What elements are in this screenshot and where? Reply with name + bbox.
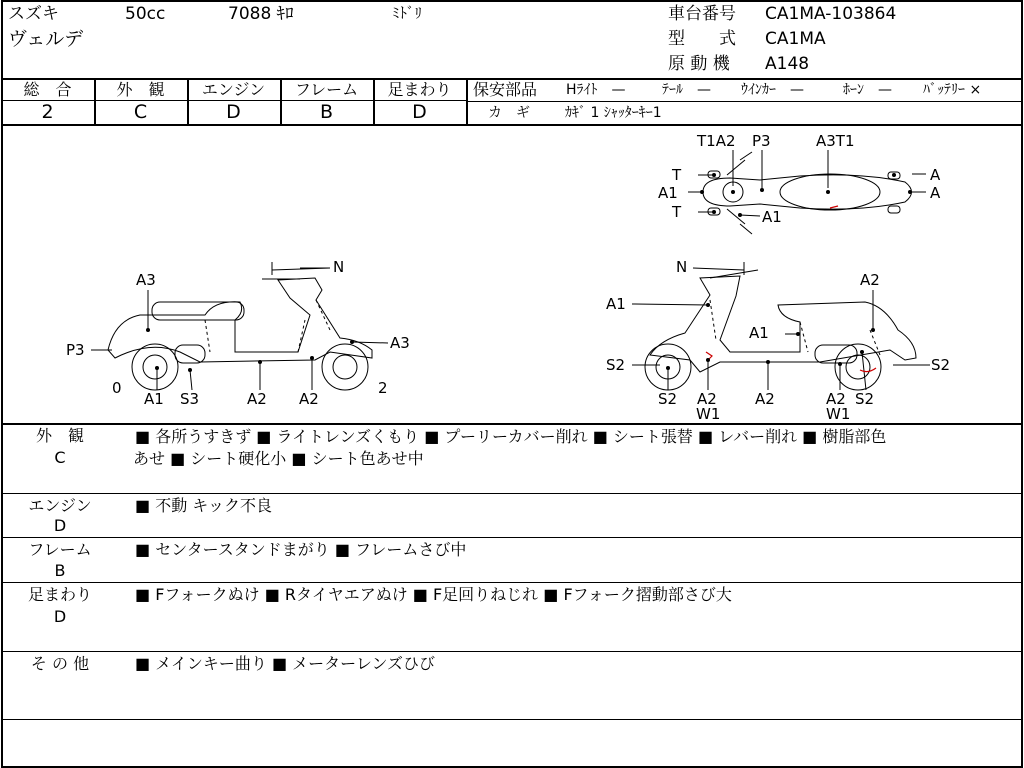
- divider: [1, 423, 1023, 425]
- label-t1a2: T1A2: [697, 132, 736, 150]
- safety-battery: ﾊﾞｯﾃﾘｰ ×: [923, 82, 982, 98]
- grade-suspension-label: 足まわり: [387, 80, 452, 99]
- grade-exterior-value: C: [133, 101, 148, 123]
- section-exterior-line1: ■ 各所うすきず ■ ライトレンズくもり ■ プーリーカバー削れ ■ シート張替 ■ レバー削れ ■ 樹脂部色: [135, 427, 887, 446]
- label-a-rear1: A: [930, 166, 941, 184]
- label-w1-b: W1: [826, 405, 851, 423]
- label-p3-top: P3: [752, 132, 771, 150]
- label-s3-left: S3: [180, 390, 200, 408]
- engine-value: A148: [765, 54, 810, 74]
- safety-label: 保安部品: [473, 80, 538, 99]
- label-zero: 0: [112, 379, 122, 397]
- section-other-line1: ■ メインキー曲り ■ メーターレンズひび: [135, 654, 435, 673]
- displacement: 50cc: [125, 4, 166, 24]
- divider: [466, 101, 1023, 102]
- color: ﾐﾄﾞﾘ: [392, 4, 423, 22]
- label-s2-right-b: S2: [931, 356, 951, 374]
- key-value: ｶｷﾞ 1 ｼｬｯﾀｰｷｰ1: [565, 105, 662, 121]
- label-a2-right-c: A2: [755, 390, 775, 408]
- section-frame-grade: B: [54, 561, 66, 580]
- label-a1-left: A1: [144, 390, 164, 408]
- grade-suspension-value: D: [412, 101, 427, 123]
- label-a1-top-b: A1: [762, 208, 782, 226]
- grade-overall-value: 2: [41, 101, 54, 123]
- safety-headlight: Hﾗｲﾄ —: [566, 82, 626, 98]
- label-a1-top: A1: [658, 184, 678, 202]
- section-other-label: そ の 他: [30, 654, 90, 673]
- type-label: 型 式: [668, 29, 736, 49]
- key-label: カ ギ: [488, 105, 530, 121]
- section-engine-grade: D: [53, 516, 67, 535]
- frame-no-label: 車台番号: [668, 4, 736, 24]
- label-n-right: N: [676, 258, 688, 276]
- maker: スズキ: [8, 4, 59, 24]
- damage-marks: [706, 206, 876, 372]
- section-suspension-label: 足まわり: [27, 585, 92, 604]
- label-a3t1: A3T1: [816, 132, 855, 150]
- top-view-scooter: [688, 150, 926, 234]
- label-a3-left: A3: [136, 271, 156, 289]
- label-s2-right-c: S2: [658, 390, 678, 408]
- label-two: 2: [378, 379, 388, 397]
- divider: [1, 719, 1023, 720]
- safety-winker: ｳｲﾝｶｰ —: [741, 82, 804, 98]
- divider: [1, 537, 1023, 538]
- grade-engine-value: D: [226, 101, 241, 123]
- label-a1-right-b: A1: [749, 324, 769, 342]
- section-exterior-label: 外 観: [35, 426, 84, 445]
- label-a-rear2: A: [930, 184, 941, 202]
- section-frame-line1: ■ センタースタンドまがり ■ フレームさび中: [135, 540, 467, 559]
- label-a2-left: A2: [247, 390, 267, 408]
- label-a2-left-b: A2: [299, 390, 319, 408]
- section-frame-label: フレーム: [28, 540, 92, 559]
- damage-diagram: [0, 126, 1024, 424]
- divider: [1, 651, 1023, 652]
- safety-horn: ﾎｰﾝ —: [843, 82, 892, 98]
- section-exterior-grade: C: [54, 448, 66, 467]
- label-p3-left: P3: [66, 341, 85, 359]
- label-s2-right-d: S2: [855, 390, 875, 408]
- section-suspension-grade: D: [53, 607, 67, 626]
- right-side-scooter: [632, 262, 930, 390]
- mileage: 7088 ｷﾛ: [228, 4, 294, 24]
- divider: [1, 493, 1023, 494]
- grade-frame-label: フレーム: [294, 80, 359, 99]
- label-n-left: N: [333, 258, 345, 276]
- label-t-upper: T: [672, 166, 682, 184]
- label-t-lower: T: [672, 203, 682, 221]
- grade-overall-label: 総 合: [23, 80, 72, 99]
- type-value: CA1MA: [765, 29, 826, 49]
- label-a2-w1: A2: [697, 390, 717, 408]
- section-exterior-line2: あせ ■ シート硬化小 ■ シート色あせ中: [133, 449, 424, 468]
- divider: [1, 582, 1023, 583]
- grade-engine-label: エンジン: [201, 80, 266, 99]
- engine-label: 原 動 機: [668, 54, 730, 74]
- label-a2-right-d: A2: [826, 390, 846, 408]
- model-name: ヴェルデ: [8, 28, 84, 50]
- grade-frame-value: B: [319, 101, 334, 123]
- frame-no: CA1MA-103864: [765, 4, 897, 24]
- label-w1: W1: [696, 405, 721, 423]
- section-suspension-line1: ■ Fフォークぬけ ■ Rタイヤエアぬけ ■ F足回りねじれ ■ Fフォーク摺動部さび大: [135, 585, 732, 604]
- section-engine-line1: ■ 不動 キック不良: [135, 496, 272, 515]
- label-a3-left-b: A3: [390, 334, 410, 352]
- grade-exterior-label: 外 観: [116, 80, 165, 99]
- safety-tail: ﾃｰﾙ —: [662, 82, 711, 98]
- label-s2-right: S2: [606, 356, 626, 374]
- label-a1-right: A1: [606, 295, 626, 313]
- section-engine-label: エンジン: [28, 496, 92, 515]
- label-a2-right: A2: [860, 271, 880, 289]
